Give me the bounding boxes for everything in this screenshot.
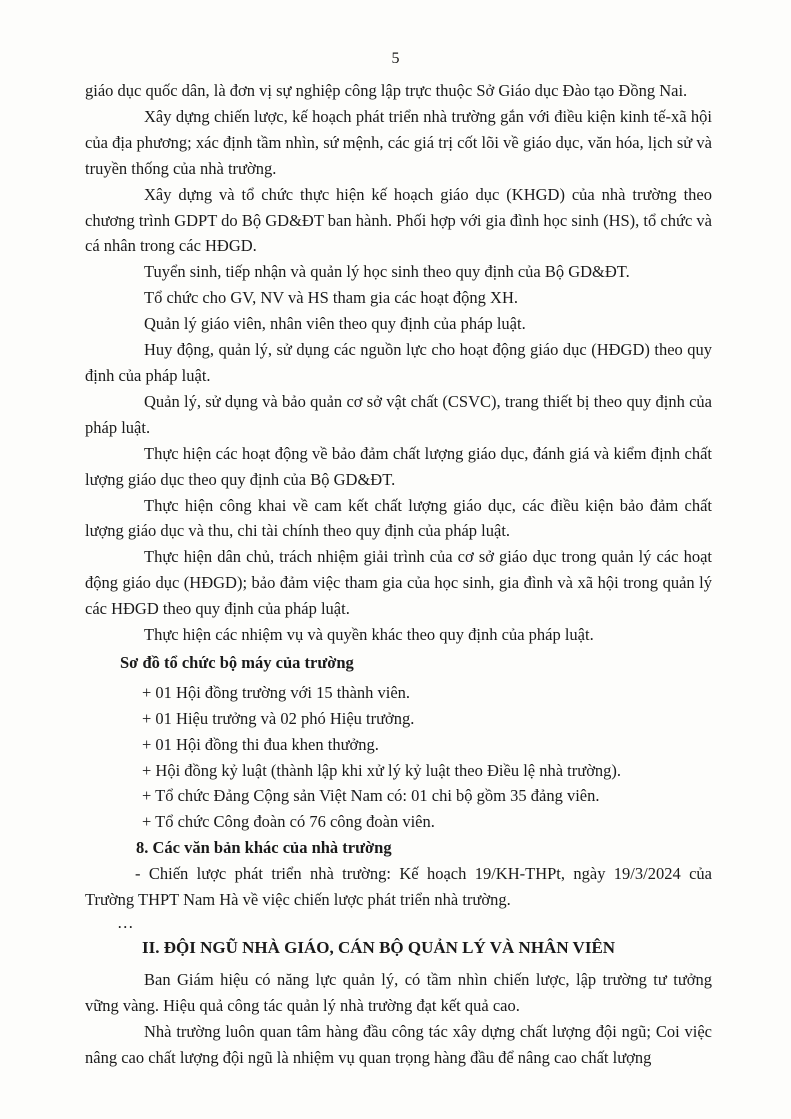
paragraph-strategy: Xây dựng chiến lược, kế hoạch phát triển nhà trường gắn với điều kiện kinh tế-xã hội của địa phương; xác định tầm nhìn, sứ mệnh, các giá trị cốt lõi về giáo dục, văn hóa, lịch sử và truyền thống của nhà trường. [85, 106, 712, 178]
paragraph-democracy: Thực hiện dân chủ, trách nhiệm giải trình của cơ sở giáo dục trong quản lý các hoạt động giáo dục (HĐGD); bảo đảm việc tham gia của học sinh, gia đình và xã hội trong quản lý các HĐGD theo quy định của pháp luật. [85, 547, 712, 619]
document-body [85, 78, 712, 1071]
paragraph-facilities: Quản lý, sử dụng và bảo quản cơ sở vật chất (CSVC), trang thiết bị theo quy định của pháp luật. [85, 391, 712, 437]
paragraph-staff-management: Quản lý giáo viên, nhân viên theo quy định của pháp luật. [144, 314, 526, 334]
section-8-heading: 8. Các văn bản khác của nhà trường [136, 838, 392, 858]
paragraph-continuation: giáo dục quốc dân, là đơn vị sự nghiệp công lập trực thuộc Sở Giáo dục Đào tạo Đồng Nai. [85, 81, 688, 100]
list-item: + Hội đồng kỷ luật (thành lập khi xử lý kỷ luật theo Điều lệ nhà trường). [142, 760, 622, 780]
list-item: + 01 Hiệu trưởng và 02 phó Hiệu trưởng. [142, 708, 415, 728]
list-item: + 01 Hội đồng trường với 15 thành viên. [142, 682, 411, 702]
paragraph-leadership: Ban Giám hiệu có năng lực quản lý, có tầm nhìn chiến lược, lập trường tư tưởng vững vàng. Hiệu quả công tác quản lý nhà trường đạt kết quả cao. [85, 970, 712, 1015]
ellipsis: … [117, 913, 134, 932]
list-item: + 01 Hội đồng thi đua khen thưởng. [142, 734, 379, 754]
paragraph-quality-assurance: Thực hiện các hoạt động về bảo đảm chất lượng giáo dục, đánh giá và kiểm định chất lượng giáo dục theo quy định của Bộ GD&ĐT. [85, 443, 712, 489]
paragraph-education-plan: Xây dựng và tổ chức thực hiện kế hoạch giáo dục (KHGD) của nhà trường theo chương trình GDPT do Bộ GD&ĐT ban hành. Phối hợp với gia đình học sinh (HS), tổ chức và cá nhân trong các HĐGD. [85, 184, 712, 256]
page-number: 5 [391, 50, 400, 67]
org-chart-list [85, 680, 712, 835]
paragraph-staff-quality: Nhà trường luôn quan tâm hàng đầu công tác xây dựng chất lượng đội ngũ; Coi việc nâng cao chất lượng đội ngũ là nhiệm vụ quan trọng hàng đầu để nâng cao chất lượng [85, 1021, 712, 1067]
list-item: + Tổ chức Công đoàn có 76 công đoàn viên. [142, 812, 435, 832]
paragraph-resources: Huy động, quản lý, sử dụng các nguồn lực cho hoạt động giáo dục (HĐGD) theo quy định của pháp luật. [85, 340, 712, 385]
paragraph-other-duties: Thực hiện các nhiệm vụ và quyền khác theo quy định của pháp luật. [144, 625, 594, 645]
paragraph-enrollment: Tuyển sinh, tiếp nhận và quản lý học sinh theo quy định của Bộ GD&ĐT. [144, 262, 630, 282]
section-8-text: - Chiến lược phát triển nhà trường: Kế hoạch 19/KH-THPt, ngày 19/3/2024 của Trường THPT Nam Hà về việc chiến lược phát triển nhà trường. [85, 864, 712, 910]
paragraph-public-disclosure: Thực hiện công khai về cam kết chất lượng giáo dục, các điều kiện bảo đảm chất lượng giáo dục và thu, chi tài chính theo quy định của pháp luật. [85, 495, 712, 541]
list-item: + Tổ chức Đảng Cộng sản Việt Nam có: 01 chi bộ gồm 35 đảng viên. [142, 786, 600, 806]
paragraph-social-activities: Tổ chức cho GV, NV và HS tham gia các hoạt động XH. [144, 288, 519, 308]
org-chart-heading: Sơ đồ tổ chức bộ máy của trường [120, 652, 354, 672]
section-ii-heading: II. ĐỘI NGŨ NHÀ GIÁO, CÁN BỘ QUẢN LÝ VÀ NHÂN VIÊN [142, 938, 616, 957]
